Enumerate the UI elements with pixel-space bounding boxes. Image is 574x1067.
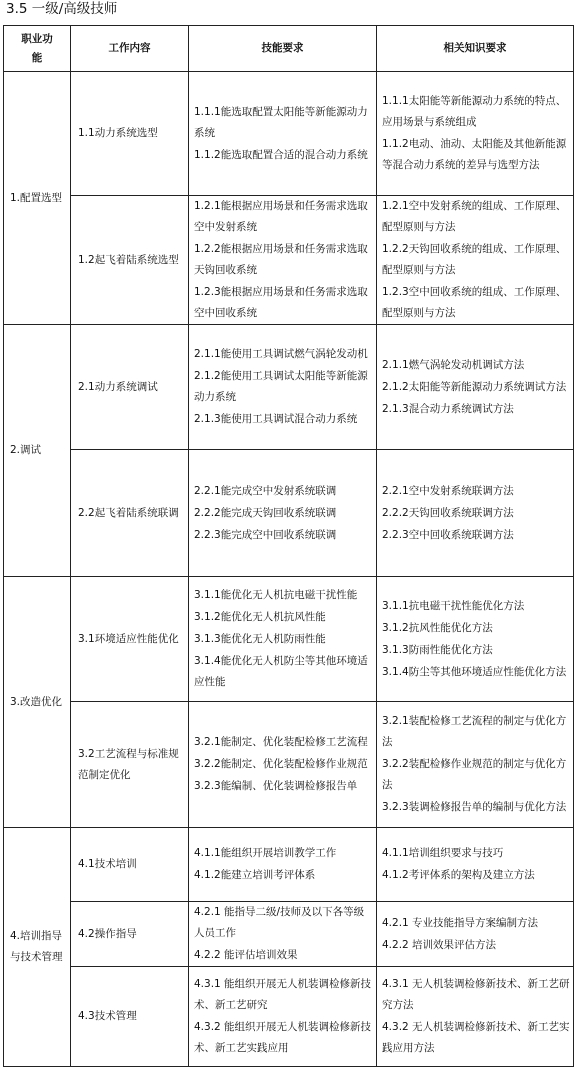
work-content-cell: 4.1技术培训 [71, 828, 189, 902]
function-cell: 3.改造优化 [4, 577, 71, 828]
knowledge-requirements-cell [377, 577, 574, 702]
table-row [4, 828, 574, 902]
table-row [4, 702, 574, 828]
skill-item: 1.2.1能根据应用场景和任务需求选取空中发射系统 [194, 200, 368, 233]
skill-requirements-cell [189, 196, 377, 325]
knowledge-item: 2.1.3混合动力系统调试方法 [382, 402, 514, 415]
work-content-cell: 4.2操作指导 [71, 902, 189, 967]
header-knowledge-requirements: 相关知识要求 [377, 26, 574, 72]
skill-requirements-cell [189, 72, 377, 196]
knowledge-item: 3.2.2装配检修作业规范的制定与优化方法 [382, 758, 567, 791]
knowledge-item: 4.2.2 培训效果评估方法 [382, 938, 497, 951]
table-row [4, 325, 574, 450]
knowledge-requirements-cell [377, 72, 574, 196]
skill-requirements-cell [189, 828, 377, 902]
skill-item: 2.1.3能使用工具调试混合动力系统 [194, 413, 358, 425]
knowledge-requirements-cell [377, 967, 574, 1067]
knowledge-requirements-cell [377, 828, 574, 902]
skill-item: 2.2.1能完成空中发射系统联调 [194, 484, 337, 497]
skill-requirements-cell [189, 577, 377, 702]
skill-item: 4.2.2 能评估培训效果 [194, 949, 298, 961]
header-function: 职业功能 [4, 26, 71, 72]
skill-item: 4.3.2 能组织开展无人机装调检修新技术、新工艺实践应用 [194, 1021, 372, 1054]
function-cell: 4.培训指导与技术管理 [4, 828, 71, 1067]
skill-requirements-cell [189, 702, 377, 828]
table-body [4, 72, 574, 1067]
knowledge-item: 3.1.3防雨性能优化方法 [382, 643, 493, 656]
skill-requirements-cell [189, 450, 377, 577]
knowledge-item: 2.1.1燃气涡轮发动机调试方法 [382, 358, 525, 371]
skill-item: 3.2.2能制定、优化装配检修作业规范 [194, 758, 368, 770]
knowledge-item: 3.1.2抗风性能优化方法 [382, 621, 493, 634]
knowledge-item: 2.1.2太阳能等新能源动力系统调试方法 [382, 380, 567, 393]
table-row [4, 72, 574, 196]
table-row [4, 450, 574, 577]
header-skill-requirements: 技能要求 [189, 26, 377, 72]
skill-item: 3.1.2能优化无人机抗风性能 [194, 611, 326, 623]
work-content-cell: 1.1动力系统选型 [71, 72, 189, 196]
skill-requirements-cell [189, 325, 377, 450]
skill-item: 3.2.3能编制、优化装调检修报告单 [194, 780, 358, 792]
skill-item: 2.1.2能使用工具调试太阳能等新能源动力系统 [194, 370, 368, 403]
table-header-row [4, 26, 574, 72]
work-content-cell: 3.2工艺流程与标准规范制定优化 [71, 702, 189, 828]
table-row [4, 196, 574, 325]
knowledge-item: 4.1.2考评体系的架构及建立方法 [382, 869, 535, 881]
knowledge-item: 2.2.1空中发射系统联调方法 [382, 484, 514, 497]
header-work-content: 工作内容 [71, 26, 189, 72]
knowledge-requirements-cell [377, 702, 574, 828]
knowledge-item: 3.2.3装调检修报告单的编制与优化方法 [382, 801, 567, 813]
work-content-cell: 4.3技术管理 [71, 967, 189, 1067]
knowledge-item: 4.3.1 无人机装调检修新技术、新工艺研究方法 [382, 978, 570, 1011]
skill-item: 3.1.1能优化无人机抗电磁干扰性能 [194, 589, 358, 601]
skill-requirements-cell [189, 967, 377, 1067]
skill-item: 4.3.1 能组织开展无人机装调检修新技术、新工艺研究 [194, 978, 372, 1011]
skill-standards-table [3, 25, 574, 1067]
skill-item: 1.1.1能选取配置太阳能等新能源动力系统 [194, 105, 368, 139]
skill-item: 2.2.2能完成天钩回收系统联调 [194, 506, 337, 519]
function-cell: 1.配置选型 [4, 72, 71, 325]
knowledge-requirements-cell [377, 325, 574, 450]
skill-item: 2.2.3能完成空中回收系统联调 [194, 528, 337, 541]
knowledge-requirements-cell [377, 196, 574, 325]
section-title: 3.5 一级/高级技师 [6, 1, 118, 17]
skill-item: 1.2.3能根据应用场景和任务需求选取空中回收系统 [194, 286, 368, 319]
function-cell: 2.调试 [4, 325, 71, 577]
knowledge-requirements-cell [377, 902, 574, 967]
skill-item: 4.1.1能组织开展培训教学工作 [194, 847, 337, 859]
knowledge-item: 1.1.2电动、油动、太阳能及其他新能源等混合动力系统的差异与选型方法 [382, 138, 567, 171]
knowledge-item: 4.2.1 专业技能指导方案编制方法 [382, 916, 539, 929]
knowledge-item: 1.2.1空中发射系统的组成、工作原理、配型原则与方法 [382, 200, 567, 233]
knowledge-item: 4.3.2 无人机装调检修新技术、新工艺实践应用方法 [382, 1021, 570, 1054]
skill-item: 4.2.1 能指导二级/技师及以下各等级人员工作 [194, 906, 365, 939]
table-row [4, 902, 574, 967]
table-row [4, 967, 574, 1067]
knowledge-item: 3.1.4防尘等其他环境适应性能优化方法 [382, 665, 567, 678]
skill-item: 1.2.2能根据应用场景和任务需求选取天钩回收系统 [194, 243, 368, 276]
skill-item: 2.1.1能使用工具调试燃气涡轮发动机 [194, 348, 368, 360]
knowledge-item: 2.2.3空中回收系统联调方法 [382, 528, 514, 541]
skill-item: 3.2.1能制定、优化装配检修工艺流程 [194, 736, 368, 748]
knowledge-item: 3.1.1抗电磁干扰性能优化方法 [382, 599, 525, 612]
knowledge-item: 1.2.2天钩回收系统的组成、工作原理、配型原则与方法 [382, 243, 567, 276]
skill-requirements-cell [189, 902, 377, 967]
knowledge-requirements-cell [377, 450, 574, 577]
work-content-cell: 1.2起飞着陆系统选型 [71, 196, 189, 325]
knowledge-item: 2.2.2天钩回收系统联调方法 [382, 506, 514, 519]
work-content-cell: 2.1动力系统调试 [71, 325, 189, 450]
skill-item: 3.1.4能优化无人机防尘等其他环境适应性能 [194, 655, 368, 688]
skill-item: 1.1.2能选取配置合适的混合动力系统 [194, 148, 368, 161]
knowledge-item: 1.1.1太阳能等新能源动力系统的特点、应用场景与系统组成 [382, 95, 567, 128]
work-content-cell: 2.2起飞着陆系统联调 [71, 450, 189, 577]
work-content-cell: 3.1环境适应性能优化 [71, 577, 189, 702]
skill-item: 3.1.3能优化无人机防雨性能 [194, 633, 326, 645]
knowledge-item: 3.2.1装配检修工艺流程的制定与优化方法 [382, 715, 567, 748]
table-row [4, 577, 574, 702]
knowledge-item: 1.2.3空中回收系统的组成、工作原理、配型原则与方法 [382, 286, 567, 319]
skill-item: 4.1.2能建立培训考评体系 [194, 869, 316, 881]
knowledge-item: 4.1.1培训组织要求与技巧 [382, 847, 504, 859]
